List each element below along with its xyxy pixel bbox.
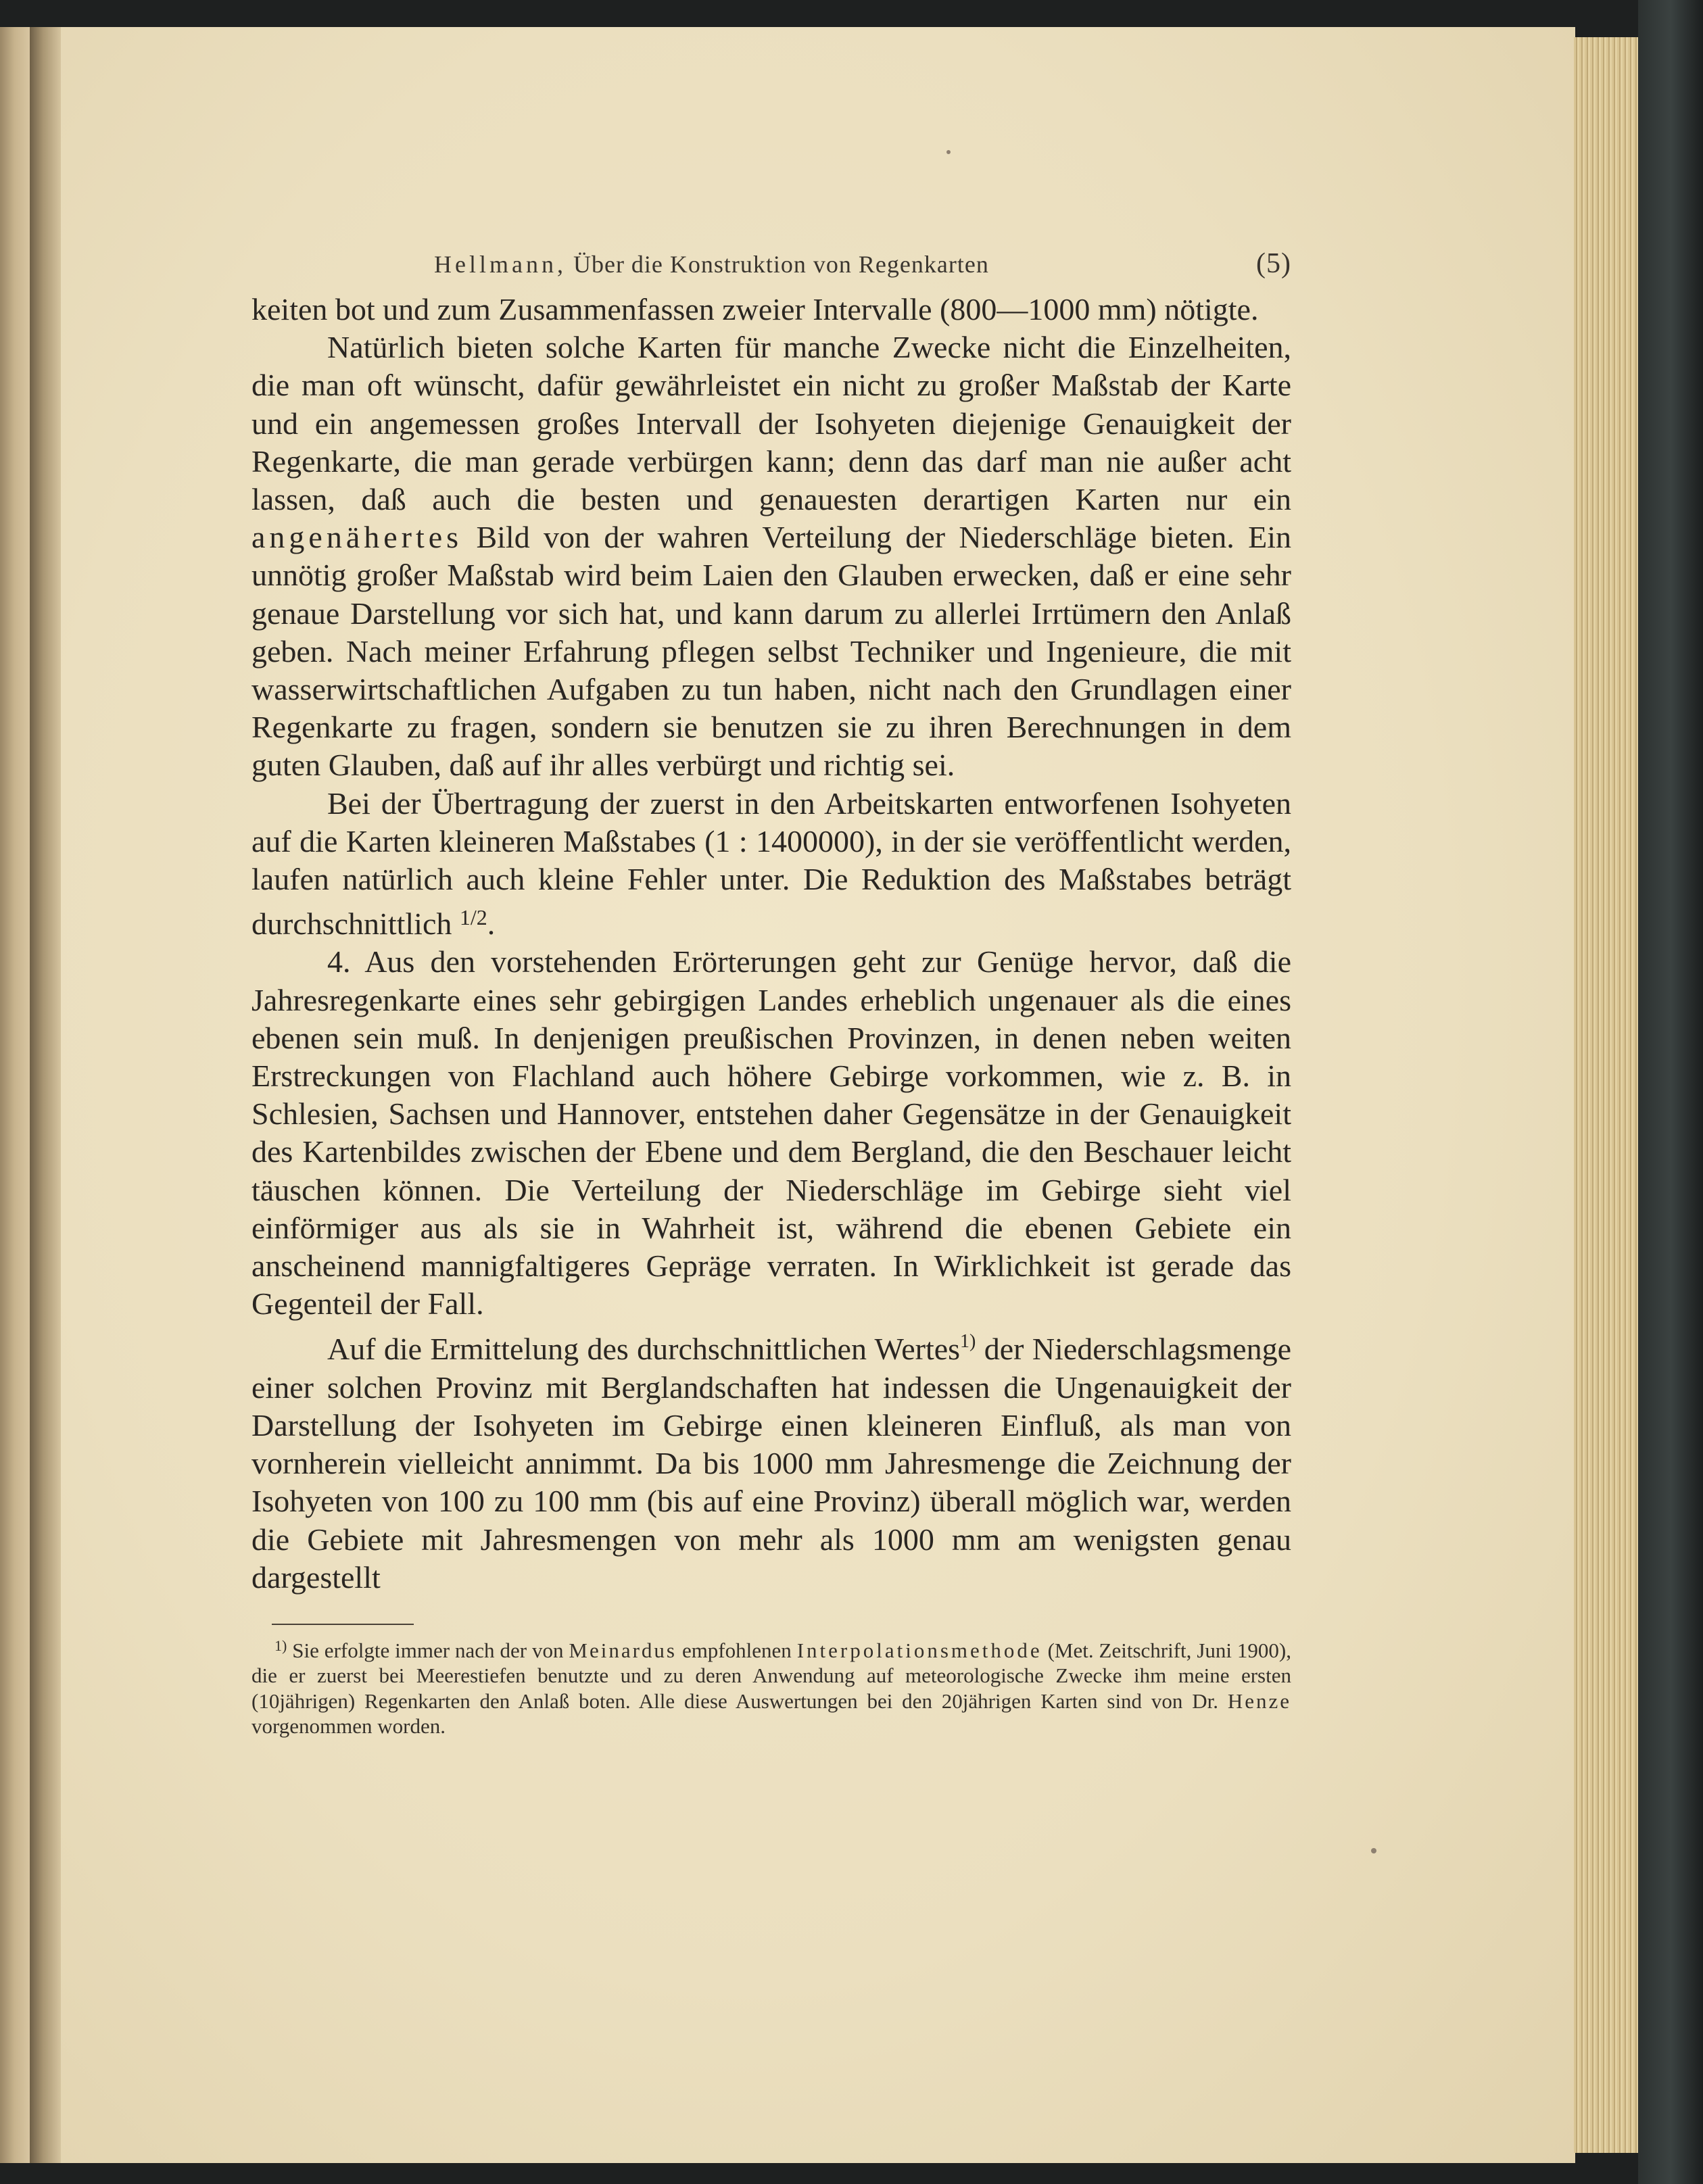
paragraph-5-text-a: Auf die Ermittelung des durchschnittlichen Wertes [327,1332,961,1367]
header-title: Über die Konstruktion von Regenkarten [573,251,989,278]
header-author: Hellmann, [434,251,567,278]
footnote-name-henze: Henze [1227,1689,1291,1713]
paper-speck [946,150,951,154]
page-fore-edge [1574,37,1638,2153]
paragraph-2-text-b: Bild von der wahren Verteilung der Niederschläge bieten. Ein unnötig großer Maßstab wird beim Laien den Glauben erwecken, daß er eine sehr genaue Darstellung vor sich hat, und kann darum zu allerlei Irrtümern den Anlaß geben. Nach meiner Erfahrung pflegen selbst Techniker und Ingenieure, die mit wasserwirtschaftlichen Aufgaben zu tun haben, nicht nach den Grundlagen einer Regenkarte zu fragen, sondern sie benutzen sie zu ihren Berechnungen in dem guten Glauben, daß auf ihr alles verbürgt und richtig sei. [251,520,1291,783]
footnote [251,1633,1291,1739]
footnote-text-a: Sie erfolgte immer nach der von [292,1638,564,1662]
text-block [251,243,1291,1739]
running-header [251,243,1291,291]
page-number: (5) [1256,248,1291,279]
footnote-rule [272,1624,414,1625]
footnote-name-meinardus: Meinardus [569,1638,677,1662]
paragraph-3-end: . [487,906,496,942]
paragraph-4: 4. Aus den vorstehenden Erörterungen geht zur Genüge hervor, daß die Jahresregenkarte eines sehr gebirgigen Landes erheblich ungenauer als die eines ebenen sein muß. In denjenigen preußischen Provinzen, in denen neben weiten Erstreckungen von Flachland auch höhere Gebirge vorkommen, wie z. B. in Schlesien, Sachsen und Hannover, entstehen daher Gegensätze in der Genauigkeit des Kartenbildes zwischen der Ebene und dem Bergland, die den Beschauer leicht täuschen können. Die Verteilung der Niederschläge im Gebirge sieht viel einförmiger aus als sie in Wahrheit ist, während die ebenen Gebiete ein anscheinend mannigfaltigeres Gepräge verraten. In Wirklichkeit ist gerade das Gegenteil der Fall. [251,944,1291,1321]
footnote-mark: 1) [274,1636,287,1654]
paragraph-3-text: Bei der Übertragung der zuerst in den Arbeitskarten entworfenen Isohyeten auf die Karten kleineren Maßstabes (1 : 1400000), in der sie veröffentlicht werden, laufen natürlich auch kleine Fehler unter. Die Reduktion des Maßstabes beträgt durchschnittlich [251,785,1291,942]
footnote-method: Interpolationsmethode [796,1638,1042,1662]
footnote-text-b: empfohlenen [681,1638,792,1662]
running-title [434,250,989,278]
book-gutter [30,27,64,2163]
body-text [251,291,1291,1597]
paragraph-5 [251,1323,1291,1596]
fraction-half: 1/2 [459,905,487,930]
footnote-text-c: (Met. Zeitschrift, Juni 1900), die er zuerst bei Meerestiefen benutzte und zu deren Anwendung auf meteorologische Zwecke ihm meine ersten (10jährigen) Regenkarten den Anlaß boten. Alle diese Auswertungen bei den 20jährigen Karten sind von Dr. [251,1638,1292,1713]
book-cover-board [1638,0,1703,2184]
footnote-reference: 1) [960,1331,976,1353]
footnote-text [251,1633,1291,1739]
footnote-text-d: vorgenommen worden. [251,1714,446,1739]
paper-speck [1371,1848,1376,1853]
paragraph-3 [251,785,1291,944]
paragraph-2 [251,329,1291,784]
paragraph-5-text-b: der Niederschlagsmenge einer solchen Provinz mit Berglandschaften hat indessen die Ungenauigkeit der Darstellung der Isohyeten im Gebirge einen kleineren Einfluß, als man von vornherein vielleicht annimmt. Da bis 1000 mm Jahresmenge die Zeichnung der Isohyeten von 100 zu 100 mm (bis auf eine Provinz) überall möglich war, werden die Gebiete mit Jahresmengen von mehr als 1000 mm am wenigsten genau dargestellt [251,1332,1291,1595]
spaced-emphasis: angenähertes [251,520,463,555]
left-page-edge [0,27,30,2163]
paragraph-2-text-a: Natürlich bieten solche Karten für manche Zwecke nicht die Einzelheiten, die man oft wünscht, dafür gewährleistet ein nicht zu großer Maßstab der Karte und ein angemessen großes Intervall der Isohyeten diejenige Genauigkeit der Regenkarte, die man gerade verbürgen kann; denn das darf man nie außer acht lassen, daß auch die besten und genauesten derartigen Karten nur ein [251,330,1291,517]
paragraph-1: keiten bot und zum Zusammenfassen zweier Intervalle (800—1000 mm) nötigte. [251,292,1259,326]
